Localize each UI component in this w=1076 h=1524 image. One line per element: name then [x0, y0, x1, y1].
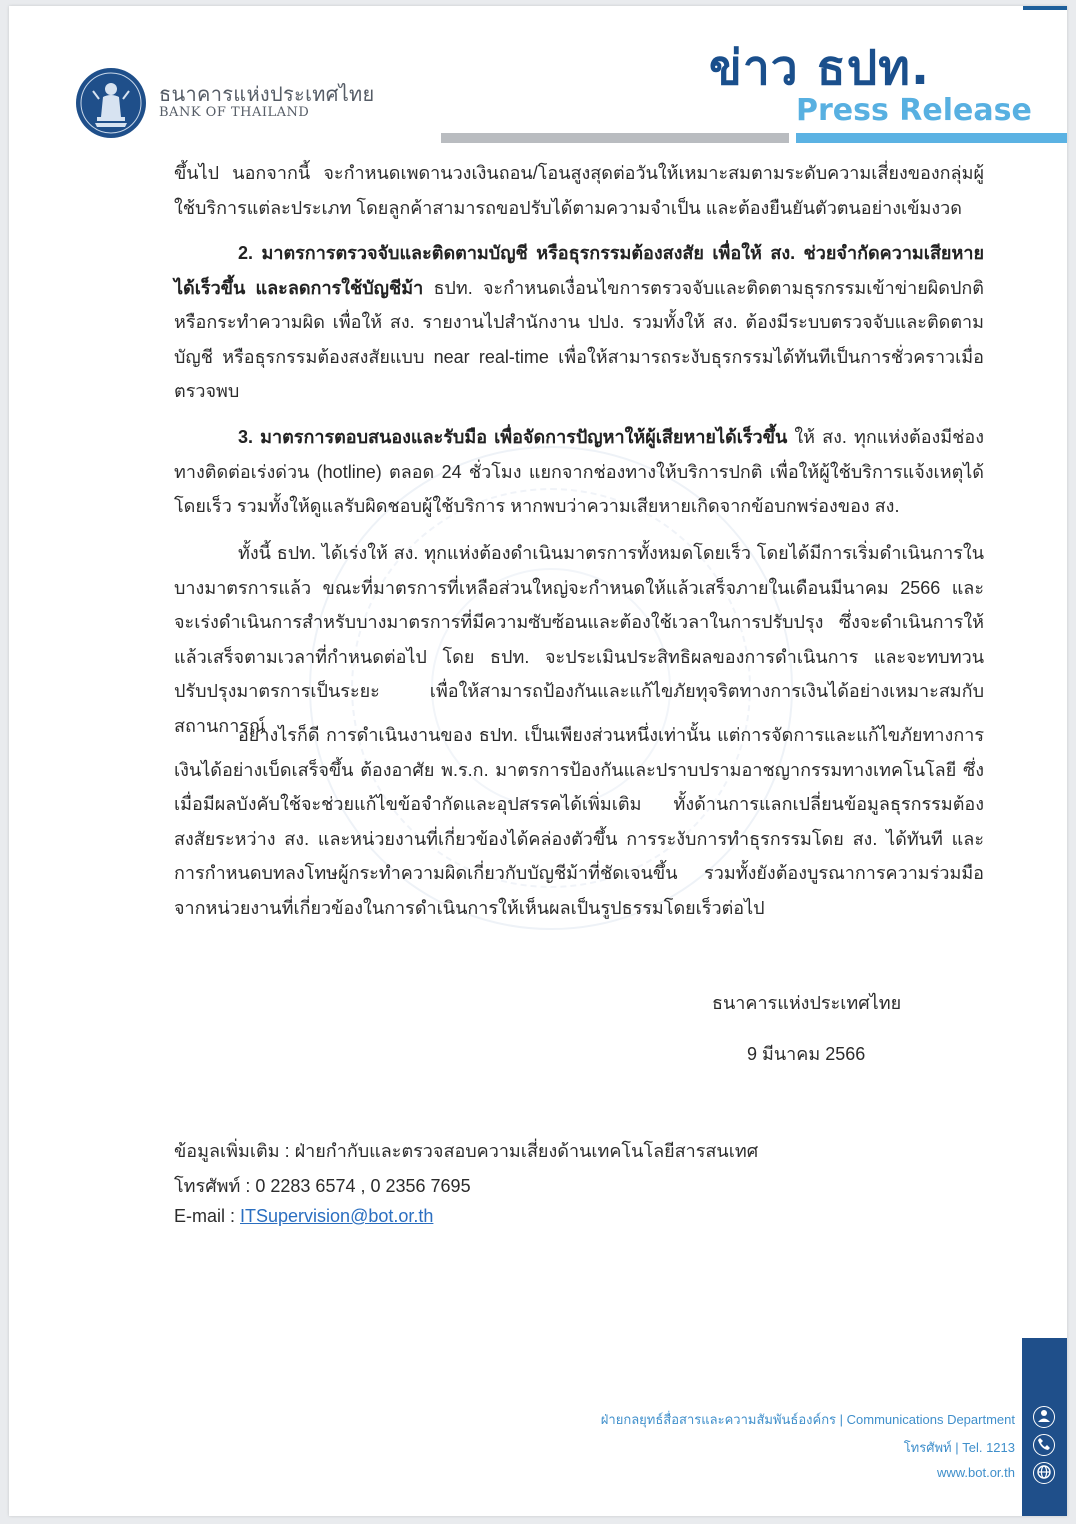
contact-email-label: E-mail : — [174, 1206, 241, 1226]
phone-icon — [1033, 1434, 1055, 1456]
footer-department: ฝ่ายกลยุทธ์สื่อสารและความสัมพันธ์องค์กร | Communications Department — [600, 1412, 1015, 1427]
signature-org: ธนาคารแห่งประเทศไทย — [712, 993, 902, 1013]
footer-phone: โทรศัพท์ | Tel. 1213 — [903, 1440, 1015, 1455]
footer-website[interactable]: www.bot.or.th — [936, 1465, 1015, 1480]
contact-info-line — [174, 1136, 758, 1165]
bank-name-english: BANK OF THAILAND — [159, 105, 310, 120]
header-blue-bar — [796, 133, 1067, 143]
bank-emblem-icon — [75, 67, 147, 139]
contact-phone-label: โทรศัพท์ : — [174, 1176, 256, 1196]
measure-2-text: ธปท. จะกำหนดเงื่อนไขการตรวจจับและติดตามธุรกรรมเข้าข่ายผิดปกติ หรือกระทำความผิด เพื่อให้ สง. รายงานไปสำนักงาน ปปง. รวมทั้งให้ สง. ต้องมีระบบตรวจจับและติดตามบัญชี หรือธุรกรรมต้องสงสัยแบบ near real-time เพื่อให้สามารถระงับธุรกรรมได้ทันทีเป็นการชั่วคราวเมื่อตรวจพบ — [174, 277, 984, 402]
contact-info-value: ฝ่ายกำกับและตรวจสอบความเสี่ยงด้านเทคโนโลยีสารสนเทศ — [294, 1141, 759, 1161]
paragraph-measure-2 — [174, 236, 984, 409]
paragraph-measure-3 — [174, 420, 984, 524]
measure-3-heading: 3. มาตรการตอบสนองและรับมือ เพื่อจัดการปัญหาให้ผู้เสียหายได้เร็วขึ้น — [238, 427, 788, 447]
document-page — [9, 6, 1067, 1516]
paragraph-conclusion: อย่างไรก็ดี การดำเนินงานของ ธปท. เป็นเพียงส่วนหนึ่งเท่านั้น แต่การจัดการและแก้ไขภัยทางการเงินได้อย่างเบ็ดเสร็จขึ้น ต้องอาศัย พ.ร.ก. มาตรการป้องกันและปราบปรามอาชญากรรมทางเทคโนโลยี ซึ่งเมื่อมีผลบังคับใช้จะช่วยแก้ไขข้อจำกัดและอุปสรรคได้เพิ่มเติม ทั้งด้านการแลกเปลี่ยนข้อมูลธุรกรรมต้องสงสัยระหว่าง สง. และหน่วยงานที่เกี่ยวข้องได้คล่องตัวขึ้น การระงับการทำธุรกรรมโดย สง. ได้ทันที และการกำหนดบทลงโทษผู้กระทำความผิดเกี่ยวกับบัญชีม้าที่ชัดเจนขึ้น รวมทั้งยังต้องบูรณาการความร่วมมือจากหน่วยงานที่เกี่ยวข้องในการดำเนินการให้เห็นผลเป็นรูปธรรมโดยเร็วต่อไป — [174, 725, 984, 918]
header-grey-bar — [441, 133, 789, 143]
signature-date: 9 มีนาคม 2566 — [747, 1044, 866, 1064]
contact-info-label: ข้อมูลเพิ่มเติม : — [174, 1141, 295, 1161]
paragraph-continued: ขึ้นไป นอกจากนี้ จะกำหนดเพดานวงเงินถอน/โอนสูงสุดต่อวันให้เหมาะสมตามระดับความเสี่ยงของกลุ่มผู้ใช้บริการแต่ละประเภท โดยลูกค้าสามารถขอปรับได้ตามความจำเป็น และต้องยืนยันตัวตนอย่างเข้มงวด — [174, 163, 984, 218]
paragraph-timeline: ทั้งนี้ ธปท. ได้เร่งให้ สง. ทุกแห่งต้องดำเนินมาตรการทั้งหมดโดยเร็ว โดยได้มีการเริ่มดำเนินการในบางมาตรการแล้ว ขณะที่มาตรการที่เหลือส่วนใหญ่จะกำหนดให้แล้วเสร็จภายในเดือนมีนาคม 2566 และจะเร่งดำเนินการสำหรับบางมาตรการที่มีความซับซ้อนและต้องใช้เวลาในการปรับปรุง ซึ่งจะดำเนินการให้แล้วเสร็จตามเวลาที่กำหนดต่อไป โดย ธปท. จะประเมินประสิทธิผลของการดำเนินการ และจะทบทวนปรับปรุงมาตรการเป็นระยะ เพื่อให้สามารถป้องกันและแก้ไขภัยทุจริตทางการเงินได้อย่างเหมาะสมกับสถานการณ์ — [174, 543, 984, 736]
person-icon — [1033, 1406, 1055, 1428]
globe-icon — [1033, 1462, 1055, 1484]
top-corner-accent — [1023, 6, 1067, 10]
contact-phone-line — [174, 1171, 471, 1200]
press-release-english-title: Press Release — [796, 93, 1032, 128]
press-release-thai-title: ข่าว ธปท. — [709, 40, 931, 96]
measure-3-text: ให้ สง. ทุกแห่งต้องมีช่องทางติดต่อเร่งด่วน (hotline) ตลอด 24 ชั่วโมง แยกจากช่องทางให้บริการปกติ เพื่อให้ผู้ใช้บริการแจ้งเหตุได้โดยเร็ว รวมทั้งให้ดูแลรับผิดชอบผู้ใช้บริการ หากพบว่าความเสียหายเกิดจากข้อบกพร่องของ สง. — [174, 427, 984, 517]
measure-2-heading: 2. มาตรการตรวจจับและติดตามบัญชี หรือธุรกรรมต้องสงสัย เพื่อให้ สง. ช่วยจำกัดความเสียหายได้เร็วขึ้น และลดการใช้บัญชีม้า — [174, 243, 984, 298]
contact-email-link[interactable]: ITSupervision@bot.or.th — [240, 1206, 434, 1226]
contact-email-line — [174, 1206, 433, 1227]
contact-phone-value: 0 2283 6574 , 0 2356 7695 — [255, 1176, 471, 1196]
bank-name-thai: ธนาคารแห่งประเทศไทย — [159, 82, 375, 106]
